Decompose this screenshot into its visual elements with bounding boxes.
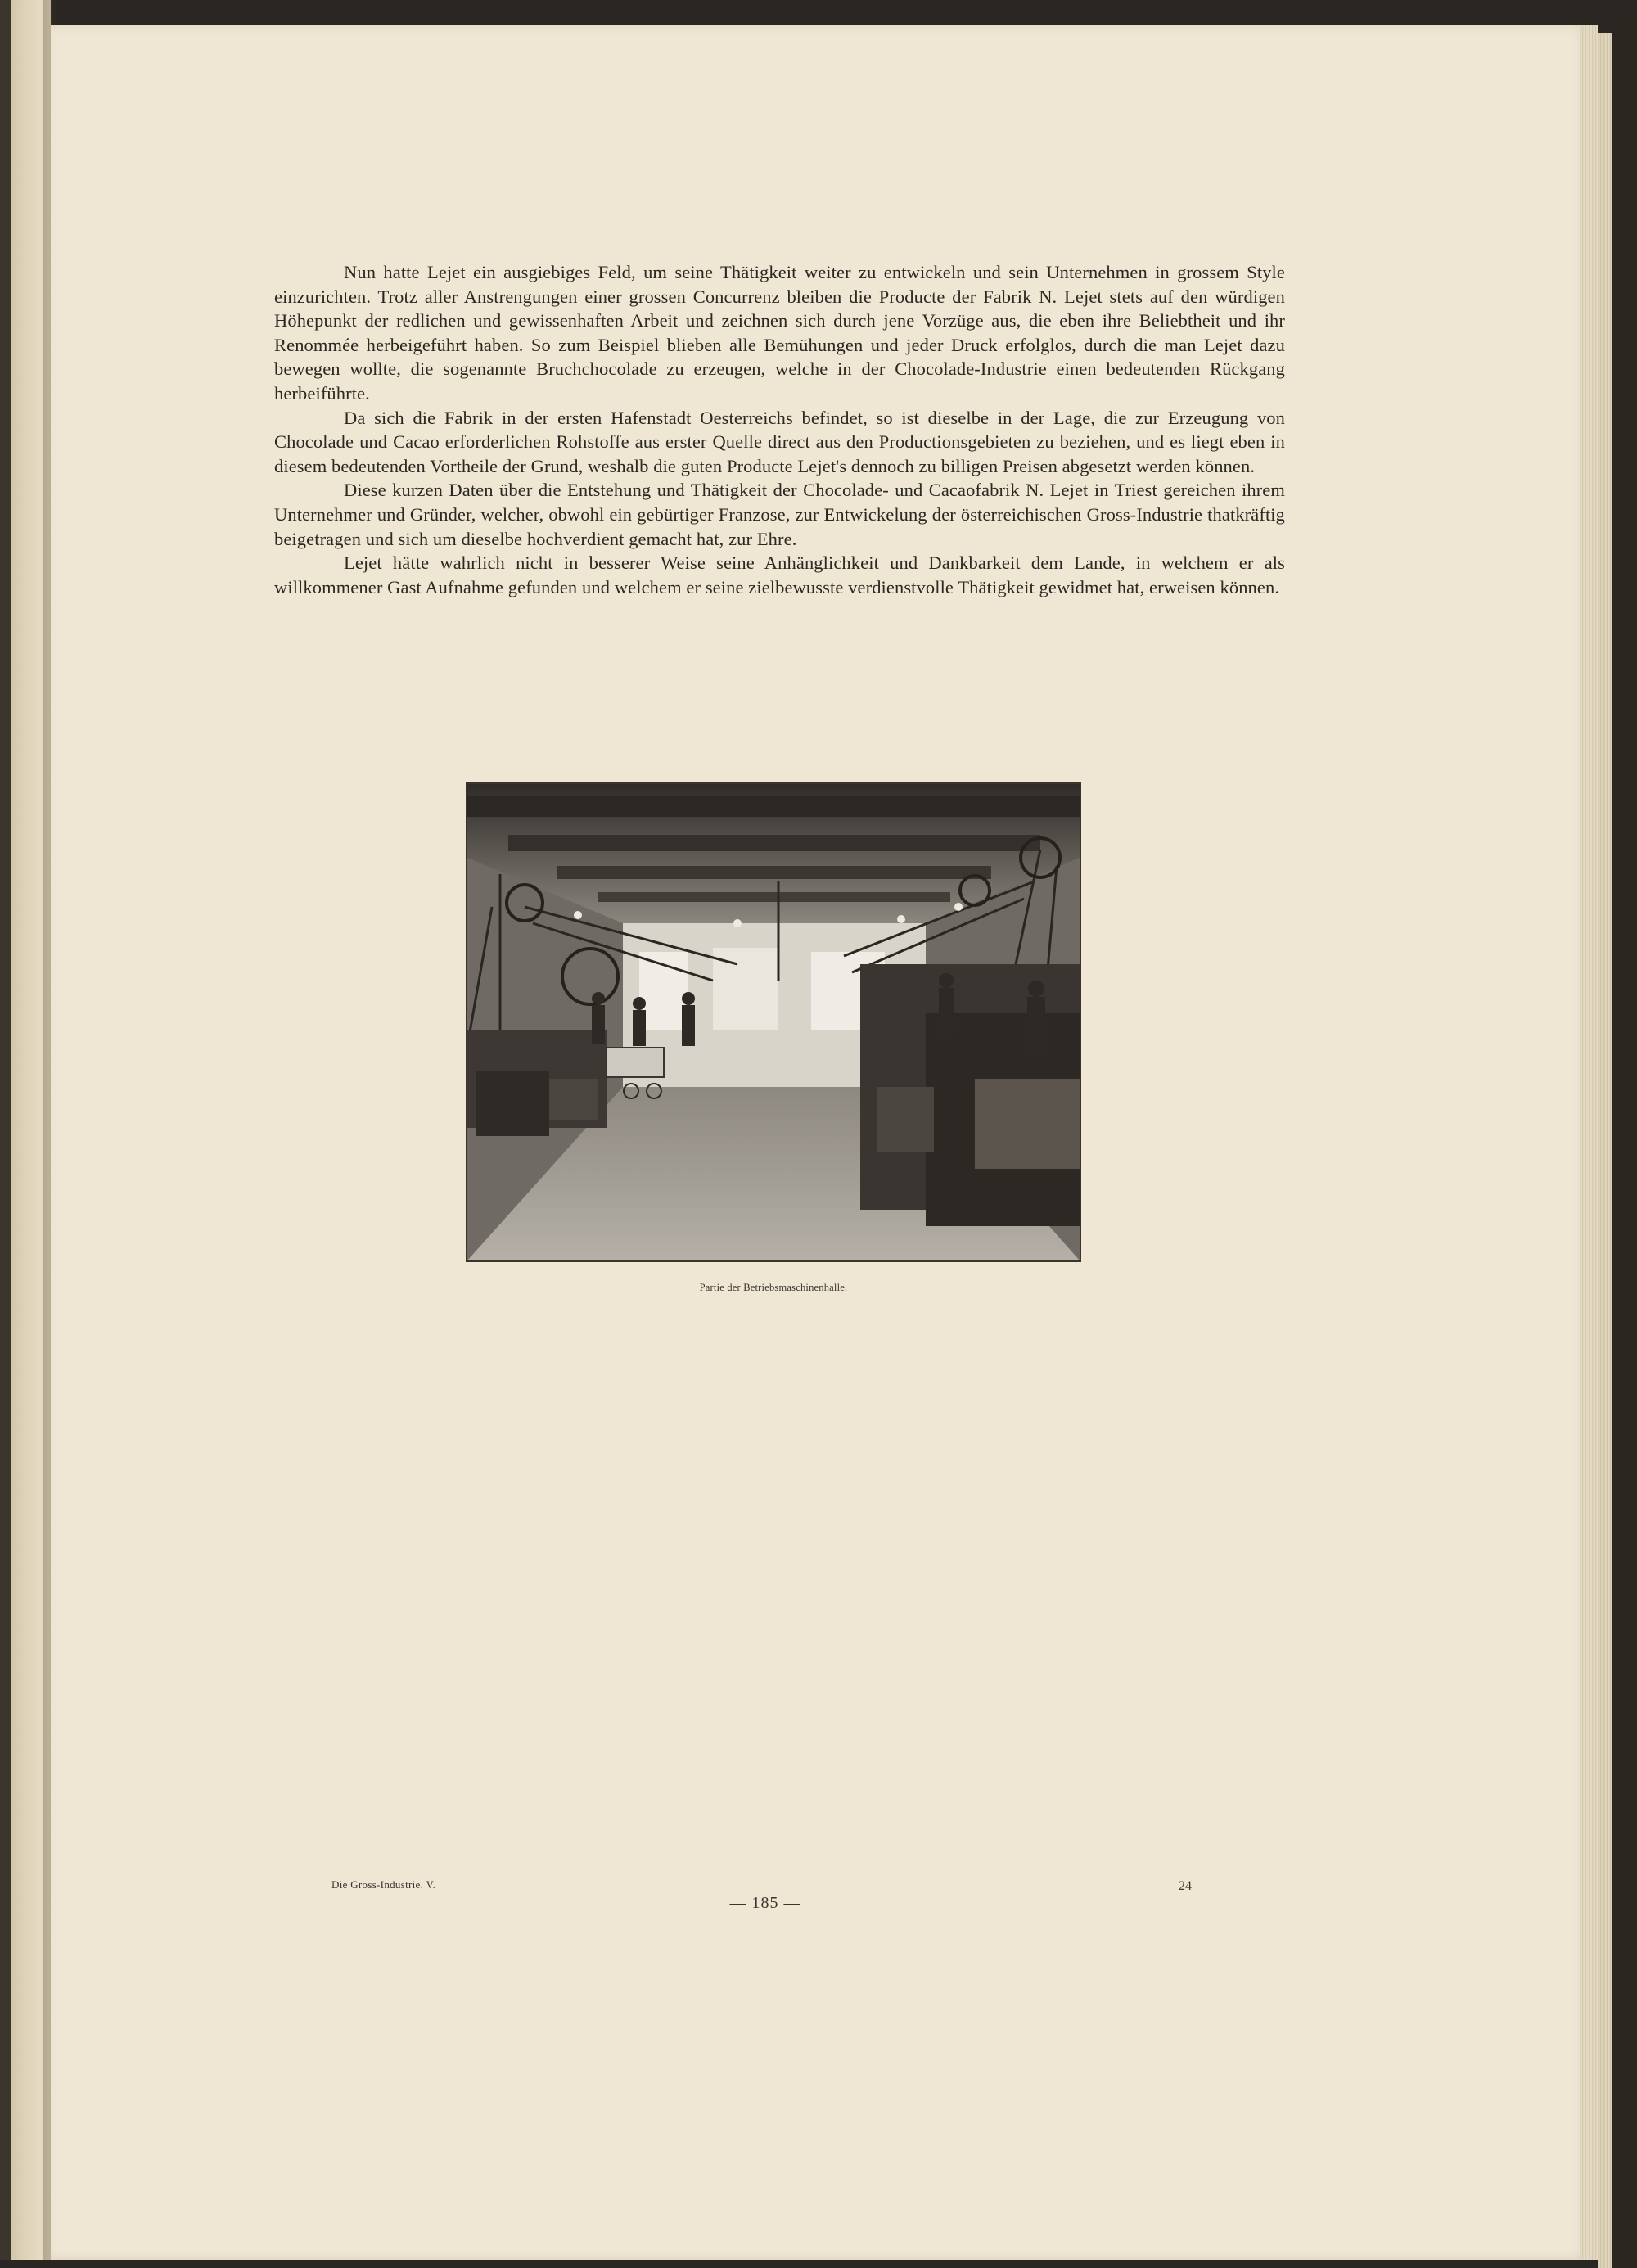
page-stack-edge-outer — [1598, 33, 1612, 2268]
paragraph: Da sich die Fabrik in der ersten Hafenstadt Oesterreichs befindet, so ist dieselbe in der Lage, die zur Erzeugung von Chocolade und Cacao erforderlichen Rohstoffe aus erster Quelle direct aus den Productionsgebieten zu beziehen, und es liegt eben in diesem bedeutenden Vortheile der Grund, weshalb die guten Producte Lejet's dennoch zu billigen Preisen abgesetzt werden können. — [274, 407, 1285, 476]
book-cover-edge — [0, 0, 11, 2260]
photograph-illustration — [467, 784, 1080, 1260]
figure-caption: Partie der Betriebsmaschinenhalle. — [699, 1282, 848, 1293]
paragraph: Diese kurzen Daten über die Entstehung und Thätigkeit der Chocolade- und Cacaofabrik N. Lejet in Triest gereichen ihrem Unternehmer und Gründer, welcher, obwohl ein gebürtiger Franzose, zur Entwickelung der österreichischen Gross-Industrie thatkräftig beigetragen und sich um dieselbe hochverdient gemacht hat, zur Ehre. — [274, 480, 1285, 549]
body-text — [274, 260, 1285, 599]
paragraph: Lejet hätte wahrlich nicht in besserer Weise seine Anhänglichkeit und Dankbarkeit dem Lande, in welchem er als willkommener Gast Aufnahme gefunden und welchem er seine zielbewusste verdienstvolle Thätigkeit gewidmet hat, erweisen können. — [274, 552, 1285, 597]
footer-series-title: Die Gross-Industrie. V. — [331, 1878, 436, 1891]
signature-mark: 24 — [1179, 1879, 1192, 1893]
background-edge — [1612, 25, 1637, 2260]
paragraph: Nun hatte Lejet ein ausgiebiges Feld, um seine Thätigkeit weiter zu entwickeln und sein Unternehmen in grossem Style einzurichten. Trotz aller Anstrengungen einer grossen Concurrenz bleiben die Producte der Fabrik N. Lejet stets auf den würdigen Höhepunkt der redlichen und gewissenhaften Arbeit und zeichnen sich durch jene Vorzüge aus, die eben ihre Beliebtheit und ihr Renommée herbeigeführt haben. So zum Beispiel blieben alle Bemühungen und jeder Druck erfolglos, durch die man Lejet dazu bewegen wollte, die sogenannte Bruchchocolade zu erzeugen, welche in der Chocolade-Industrie einen bedeutenden Rückgang herbeiführte. — [274, 262, 1285, 404]
page-stack-edge — [1580, 25, 1598, 2260]
factory-hall-photograph — [466, 782, 1081, 1262]
page-number: — 185 — — [729, 1894, 801, 1912]
